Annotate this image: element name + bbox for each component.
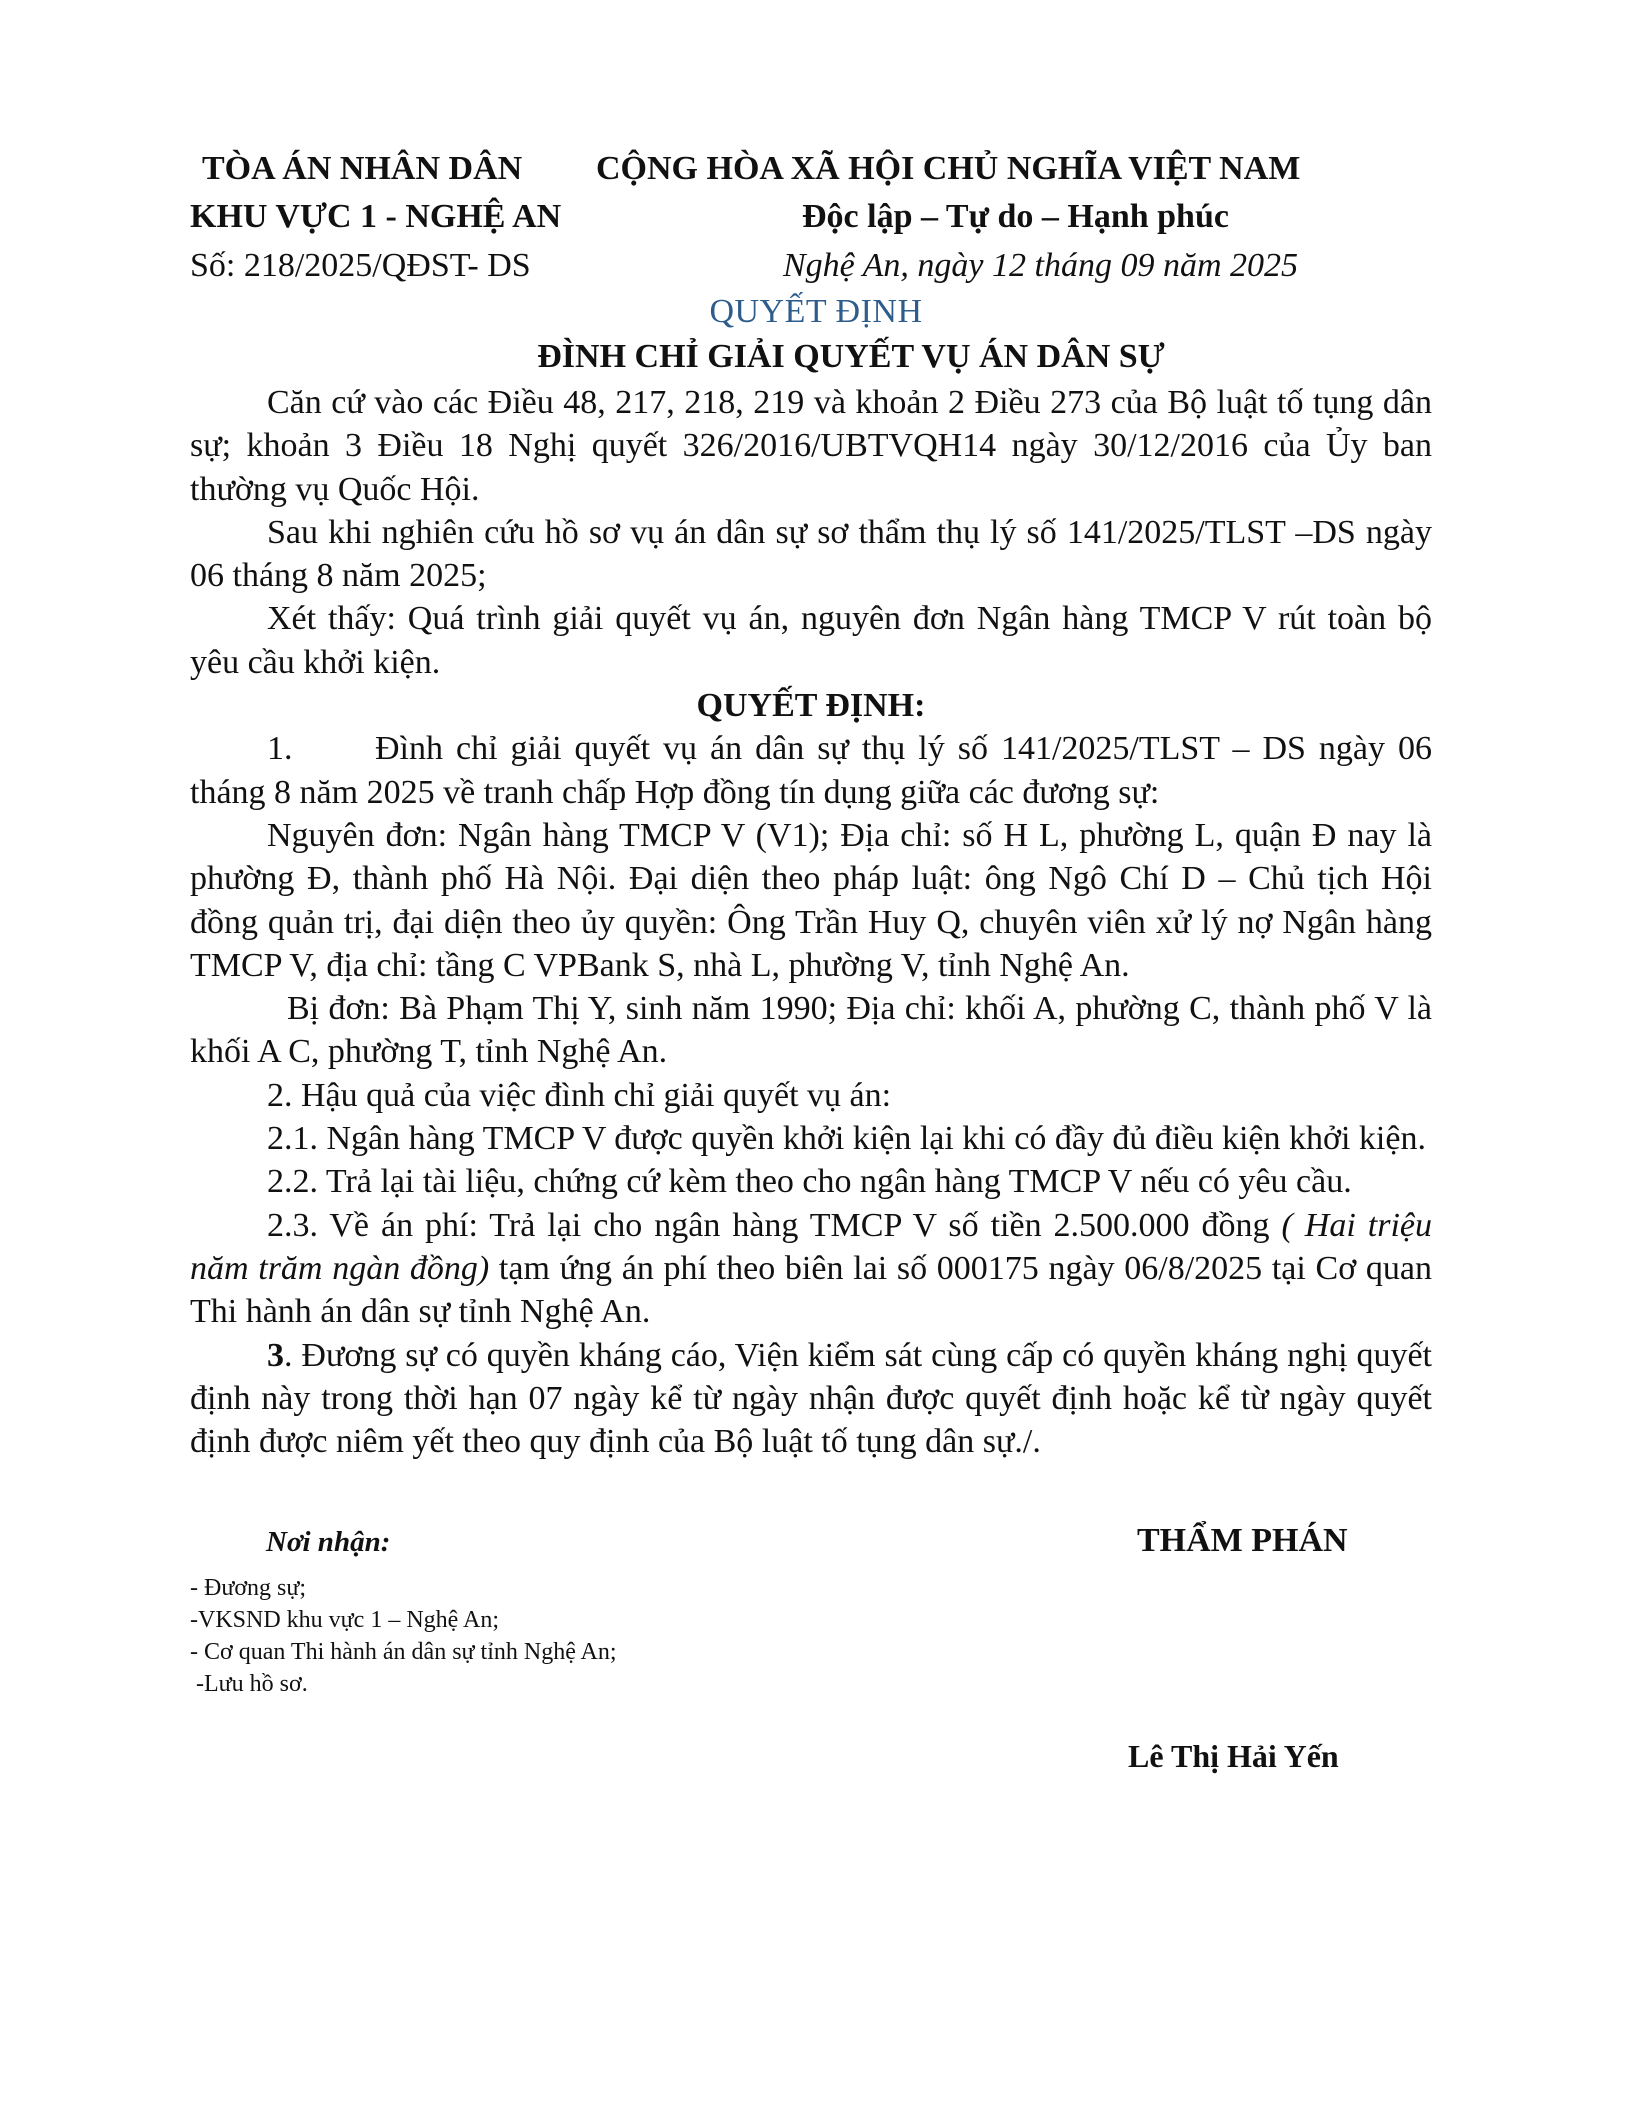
item-3-number: 3 — [267, 1336, 284, 1374]
court-name-line2: KHU VỰC 1 - NGHỆ AN — [190, 198, 562, 235]
recipients-label: Nơi nhận: — [266, 1526, 391, 1558]
recipient-item: -VKSND khu vực 1 – Nghệ An; — [190, 1607, 499, 1633]
judge-name: Lê Thị Hải Yến — [1128, 1738, 1339, 1774]
court-name-line1: TÒA ÁN NHÂN DÂN — [202, 150, 523, 187]
item-2-1-paragraph: 2.1. Ngân hàng TMCP V được quyền khởi kiện lại khi có đầy đủ điều kiện khởi kiện. — [267, 1120, 1426, 1158]
recipient-item: - Đương sự; — [190, 1575, 307, 1601]
recipient-item: -Lưu hồ sơ. — [190, 1671, 308, 1697]
item-1-paragraph — [190, 727, 1432, 814]
item-1-number: 1. — [267, 730, 293, 768]
item-3-paragraph — [190, 1334, 1432, 1464]
item-2-3-text-b: tạm ứng án phí theo biên lai số 000175 ngày 06/8/2025 tại Cơ quan Thi hành án dân sự tỉnh Nghệ An. — [190, 1249, 1433, 1331]
legal-basis-paragraph: Căn cứ vào các Điều 48, 217, 218, 219 và khoản 2 Điều 273 của Bộ luật tố tụng dân sự; khoản 3 Điều 18 Nghị quyết 326/2016/UBTVQH14 ngày 30/12/2016 của Ủy ban thường vụ Quốc Hội. — [190, 384, 1432, 508]
document-title: ĐÌNH CHỈ GIẢI QUYẾT VỤ ÁN DÂN SỰ — [537, 338, 1165, 375]
item-3-text: . Đương sự có quyền kháng cáo, Viện kiểm sát cùng cấp có quyền kháng nghị quyết định này trong thời hạn 07 ngày kể từ ngày nhận được quyết định hoặc kể từ ngày quyết định được niêm yết theo quy định của Bộ luật tố tụng dân sự./. — [190, 1336, 1432, 1461]
item-2-3-text-a: 2.3. Về án phí: Trả lại cho ngân hàng TMCP V số tiền 2.500.000 đồng — [267, 1206, 1282, 1244]
recipients-list — [190, 1572, 617, 1700]
document-body — [190, 381, 1432, 1463]
review-paragraph: Sau khi nghiên cứu hồ sơ vụ án dân sự sơ thẩm thụ lý số 141/2025/TLST –DS ngày 06 tháng 8 năm 2025; — [190, 513, 1432, 595]
item-2-2-paragraph: 2.2. Trả lại tài liệu, chứng cứ kèm theo cho ngân hàng TMCP V nếu có yêu cầu. — [267, 1163, 1352, 1201]
decision-heading: QUYẾT ĐỊNH: — [696, 687, 926, 725]
document-number: Số: 218/2025/QĐST- DS — [190, 247, 531, 284]
plaintiff-paragraph: Nguyên đơn: Ngân hàng TMCP V (V1); Địa chỉ: số H L, phường L, quận Đ nay là phường Đ, thành phố Hà Nội. Đại diện theo pháp luật: ông Ngô Chí D – Chủ tịch Hội đồng quản trị, đại diện theo ủy quyền: Ông Trần Huy Q, chuyên viên xử lý nợ Ngân hàng TMCP V, địa chỉ: tầng C VPBank S, nhà L, phường V, tỉnh Nghệ An. — [190, 816, 1432, 984]
recipient-item: - Cơ quan Thi hành án dân sự tỉnh Nghệ An; — [190, 1639, 617, 1665]
place-date: Nghệ An, ngày 12 tháng 09 năm 2025 — [783, 247, 1299, 284]
item-2-3-amount-words: ( Hai triệu năm trăm ngàn đồng) — [190, 1206, 1432, 1287]
decision-label: QUYẾT ĐỊNH — [709, 293, 923, 330]
national-motto: Độc lập – Tự do – Hạnh phúc — [802, 198, 1229, 235]
considering-paragraph: Xét thấy: Quá trình giải quyết vụ án, nguyên đơn Ngân hàng TMCP V rút toàn bộ yêu cầu khởi kiện. — [190, 600, 1432, 681]
item-1-text: Đình chỉ giải quyết vụ án dân sự thụ lý số 141/2025/TLST – DS ngày 06 tháng 8 năm 2025 về tranh chấp Hợp đồng tín dụng giữa các đương sự: — [190, 730, 1432, 811]
national-title: CỘNG HÒA XÃ HỘI CHỦ NGHĨA VIỆT NAM — [596, 150, 1301, 187]
defendant-paragraph: Bị đơn: Bà Phạm Thị Y, sinh năm 1990; Địa chỉ: khối A, phường C, thành phố V là khối A C, phường T, tỉnh Nghệ An. — [190, 990, 1432, 1071]
item-2-3-paragraph — [190, 1204, 1432, 1334]
judge-title: THẨM PHÁN — [1137, 1522, 1348, 1559]
item-2-paragraph: 2. Hậu quả của việc đình chỉ giải quyết vụ án: — [267, 1076, 892, 1114]
